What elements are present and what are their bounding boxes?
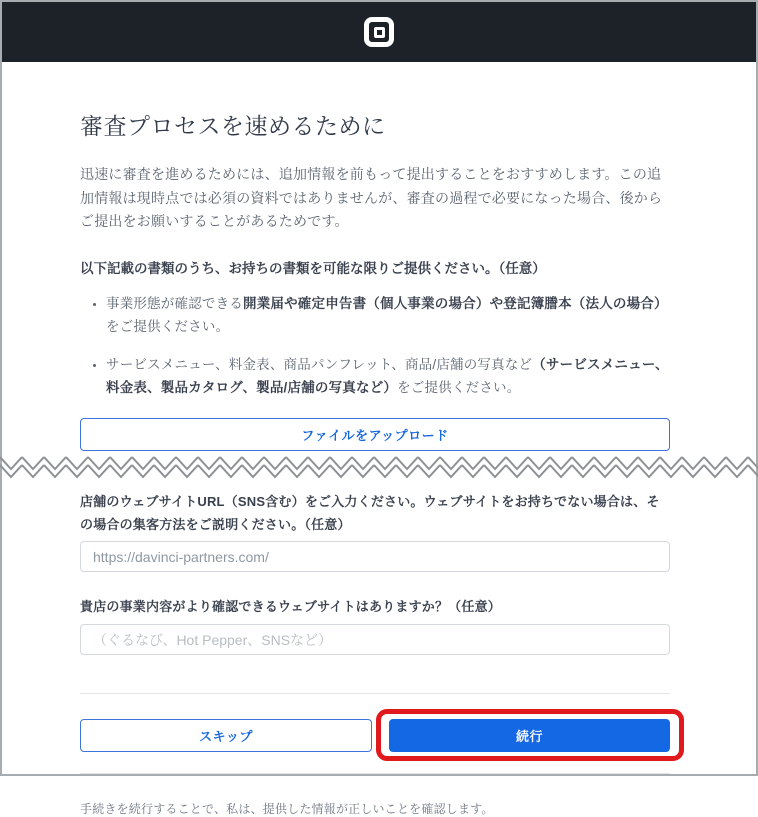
continue-button-wrap: [389, 719, 670, 752]
other-site-label: 貴店の事業内容がより確認できるウェブサイトはありますか？（任意）: [80, 599, 501, 615]
website-url-input[interactable]: [80, 541, 670, 572]
bullet-text: をご提供ください。: [397, 379, 521, 395]
confirmation-note: 手続きを続行することで、私は、提供した情報が正しいことを確認します。: [80, 802, 494, 817]
list-item: [106, 293, 670, 339]
page-title: 審査プロセスを速めるために: [80, 113, 386, 139]
main-content: [80, 108, 670, 817]
intro-paragraph: 迅速に審査を進めるためには、追加情報を前もって提出することをおすすめします。この追加情報は現時点では必須の資料ではありませんが、審査の過程で必要になった場合、後からご提出をお願いすることがあるためです。: [80, 166, 663, 230]
continue-button[interactable]: 続行: [389, 719, 670, 752]
square-logo-icon: [364, 17, 394, 47]
bullet-text-bold: （サービスメニュー、料金表、製品カタログ、製品/店舗の写真など）: [106, 357, 669, 395]
bullet-text: をご提供ください。: [106, 319, 230, 335]
action-button-row: [80, 719, 670, 752]
bullet-text: サービスメニュー、料金表、商品パンフレット、商品/店舗の写真など: [106, 357, 533, 373]
bullet-text: 事業形態が確認できる: [106, 296, 243, 312]
document-list: [80, 293, 670, 400]
torn-page-divider: [0, 454, 758, 484]
square-logo-inner-icon: [374, 27, 385, 38]
top-bar: [2, 2, 756, 62]
documents-heading: 以下記載の書類のうち、お持ちの書類を可能な限りご提供ください。（任意）: [80, 260, 546, 276]
bullet-text-bold: 開業届や確定申告書（個人事業の場合）や登記簿謄本（法人の場合）: [243, 296, 668, 312]
upload-file-button[interactable]: ファイルをアップロード: [80, 418, 670, 451]
divider: [80, 773, 670, 774]
website-url-label: 店舗のウェブサイトURL（SNS含む）をご入力ください。ウェブサイトをお持ちでない場合は、その場合の集客方法をご説明ください。（任意）: [80, 493, 660, 532]
list-item: [106, 354, 670, 400]
divider: [80, 693, 670, 694]
skip-button[interactable]: スキップ: [80, 719, 372, 752]
other-site-input[interactable]: [80, 624, 670, 655]
